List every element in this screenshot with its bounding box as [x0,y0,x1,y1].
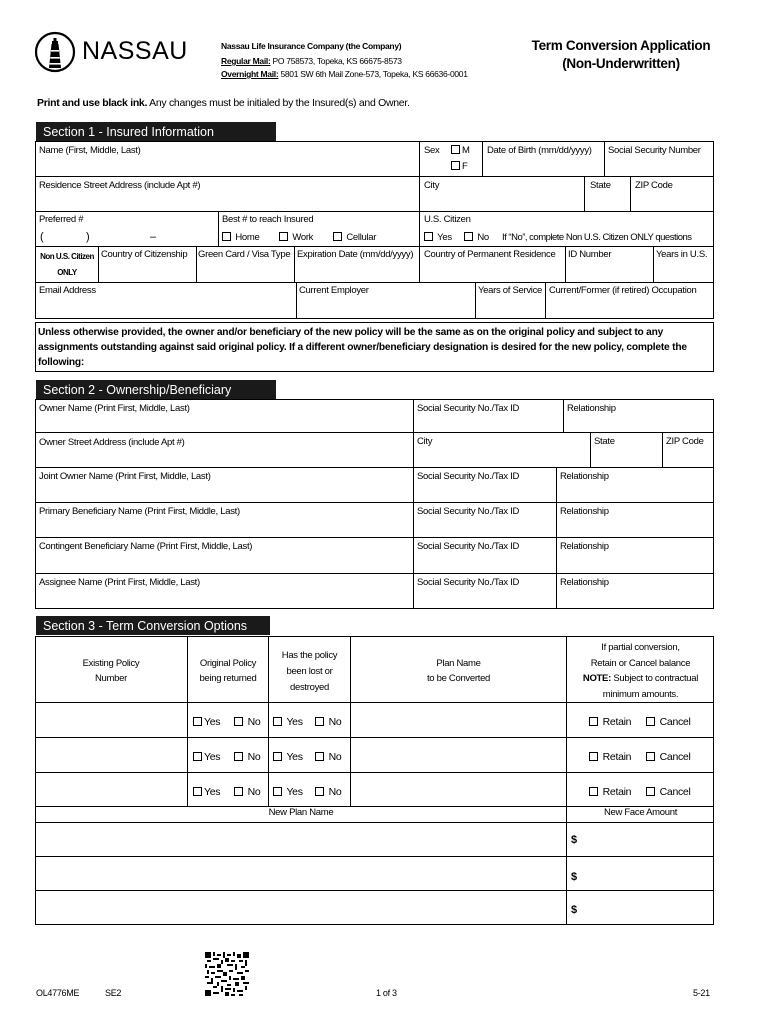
phone-area-open: ( [40,231,44,243]
expiration-date-label: Expiration Date (mm/dd/yyyy) [297,249,414,260]
sex-label: Sex [424,145,440,156]
years-service-label: Years of Service [478,285,543,296]
form-edition: SE2 [105,988,122,998]
row3-cancel[interactable]: Cancel [646,786,691,798]
row1-lost-no[interactable]: No [315,716,341,728]
owner-ssn-label: Social Security No./Tax ID [417,403,520,414]
joint-owner-label: Joint Owner Name (Print First, Middle, Last) [39,471,211,482]
citizen-no-checkbox[interactable]: No [464,232,489,243]
section3-title: Section 3 - Term Conversion Options [36,616,270,635]
logo-text: NASSAU [82,37,188,65]
sex-female-checkbox[interactable]: F [451,161,468,172]
country-residence-label: Country of Permanent Residence [424,249,556,260]
residence-street-label: Residence Street Address (include Apt #) [39,180,201,191]
primary-relationship-label: Relationship [560,506,609,517]
owner-name-label: Owner Name (Print First, Middle, Last) [39,403,190,414]
form-title-line1: Term Conversion Application [531,38,711,53]
instructions-bold: Print and use black ink. [37,97,148,109]
row3-original-yes[interactable]: Yes [193,786,220,798]
citizen-yes-checkbox[interactable]: Yes [424,232,452,243]
col-plan-name: Plan Name to be Converted [426,658,491,684]
overnight-mail [221,69,468,79]
joint-owner-ssn-label: Social Security No./Tax ID [417,471,520,482]
overnight-mail-address: 5801 SW 6th Mail Zone-573, Topeka, KS 66636-0001 [280,69,468,79]
lighthouse-icon [34,30,78,74]
row1-cancel[interactable]: Cancel [646,716,691,728]
zip-label: ZIP Code [635,180,673,191]
row1-lost-yes[interactable]: Yes [273,716,303,728]
phone-dash: – [150,231,156,243]
regular-mail-address: PO 758573, Topeka, KS 66675-8573 [272,56,402,66]
owner-city-label: City [417,436,433,447]
assignee-ssn-label: Social Security No./Tax ID [417,577,520,588]
cellular-checkbox[interactable]: Cellular [333,232,376,243]
primary-ssn-label: Social Security No./Tax ID [417,506,520,517]
row3-original-no[interactable]: No [234,786,260,798]
owner-zip-label: ZIP Code [666,436,704,447]
qr-code [205,952,249,996]
phone-area-close: ) [86,231,90,243]
home-checkbox[interactable]: Home [222,232,260,243]
insured-name-label: Name (First, Middle, Last) [39,145,141,156]
row1-original-yes[interactable]: Yes [193,716,220,728]
contingent-relationship-label: Relationship [560,541,609,552]
row3-retain[interactable]: Retain [589,786,631,798]
regular-mail [221,56,402,66]
preferred-phone-label: Preferred # [39,214,84,225]
notice-text: Unless otherwise provided, the owner and/or beneficiary of the new policy will be the same as on the original policy and subject to any assignments outstanding against said original policy. If a different owner/beneficiary designation is desired for the new policy, complete the following: [38,327,687,368]
sex-male-checkbox[interactable]: M [451,145,470,156]
assignee-label: Assignee Name (Print First, Middle, Last) [39,577,200,588]
employer-label: Current Employer [299,285,369,296]
row2-lost-no[interactable]: No [315,751,341,763]
state-label: State [590,180,611,191]
non-us-citizen-label: Non U.S. Citizen ONLY [40,252,94,277]
instructions-text: Any changes must be initialed by the Insured(s) and Owner. [149,97,410,109]
form-id: OL4776ME [36,988,80,998]
section1-title: Section 1 - Insured Information [36,122,276,141]
company-logo [34,30,189,74]
ssn-label: Social Security Number [608,145,701,156]
page-number: 1 of 3 [376,988,397,998]
company-name: Nassau Life Insurance Company (the Company) [221,41,402,51]
email-label: Email Address [39,285,96,296]
best-number-label: Best # to reach Insured [222,214,314,225]
col-original-returned: Original Policy being returned [199,658,257,684]
owner-relationship-label: Relationship [567,403,616,414]
green-card-label: Green Card / Visa Type [198,249,291,260]
row2-cancel[interactable]: Cancel [646,751,691,763]
col-existing-policy: Existing Policy Number [82,658,140,684]
occupation-label: Current/Former (if retired) Occupation [549,285,697,296]
col-lost-destroyed: Has the policy been lost or destroyed [281,650,338,693]
regular-mail-label: Regular Mail: [221,56,271,66]
section2-title: Section 2 - Ownership/Beneficiary [36,380,276,399]
col-partial-conversion: If partial conversion, Retain or Cancel balance NOTE: Subject to contractual minimum amounts. [582,642,699,700]
us-citizen-label: U.S. Citizen [424,214,471,225]
id-number-label: ID Number [568,249,612,260]
form-title-line2: (Non-Underwritten) [562,56,680,71]
overnight-mail-label: Overnight Mail: [221,69,279,79]
row3-lost-no[interactable]: No [315,786,341,798]
primary-beneficiary-label: Primary Beneficiary Name (Print First, Middle, Last) [39,506,240,517]
face-amount-2: $ [571,871,577,883]
row2-lost-yes[interactable]: Yes [273,751,303,763]
face-amount-1: $ [571,834,577,846]
row1-original-no[interactable]: No [234,716,260,728]
owner-state-label: State [594,436,615,447]
revision-date: 5-21 [693,988,710,998]
country-citizenship-label: Country of Citizenship [101,249,188,260]
row2-original-no[interactable]: No [234,751,260,763]
years-in-us-label: Years in U.S. [656,249,708,260]
assignee-relationship-label: Relationship [560,577,609,588]
owner-street-label: Owner Street Address (include Apt #) [39,437,185,448]
contingent-ssn-label: Social Security No./Tax ID [417,541,520,552]
row1-retain[interactable]: Retain [589,716,631,728]
row2-retain[interactable]: Retain [589,751,631,763]
new-plan-name-header: New Plan Name [268,807,334,818]
city-label: City [424,180,440,191]
joint-owner-relationship-label: Relationship [560,471,609,482]
face-amount-3: $ [571,904,577,916]
citizen-if-no-note: If “No”, complete Non U.S. Citizen ONLY questions [502,232,692,243]
new-face-amount-header: New Face Amount [603,807,678,818]
dob-label: Date of Birth (mm/dd/yyyy) [487,145,592,156]
row2-original-yes[interactable]: Yes [193,751,220,763]
instructions [37,97,410,109]
contingent-beneficiary-label: Contingent Beneficiary Name (Print First, Middle, Last) [39,541,253,552]
work-checkbox[interactable]: Work [279,232,313,243]
row3-lost-yes[interactable]: Yes [273,786,303,798]
